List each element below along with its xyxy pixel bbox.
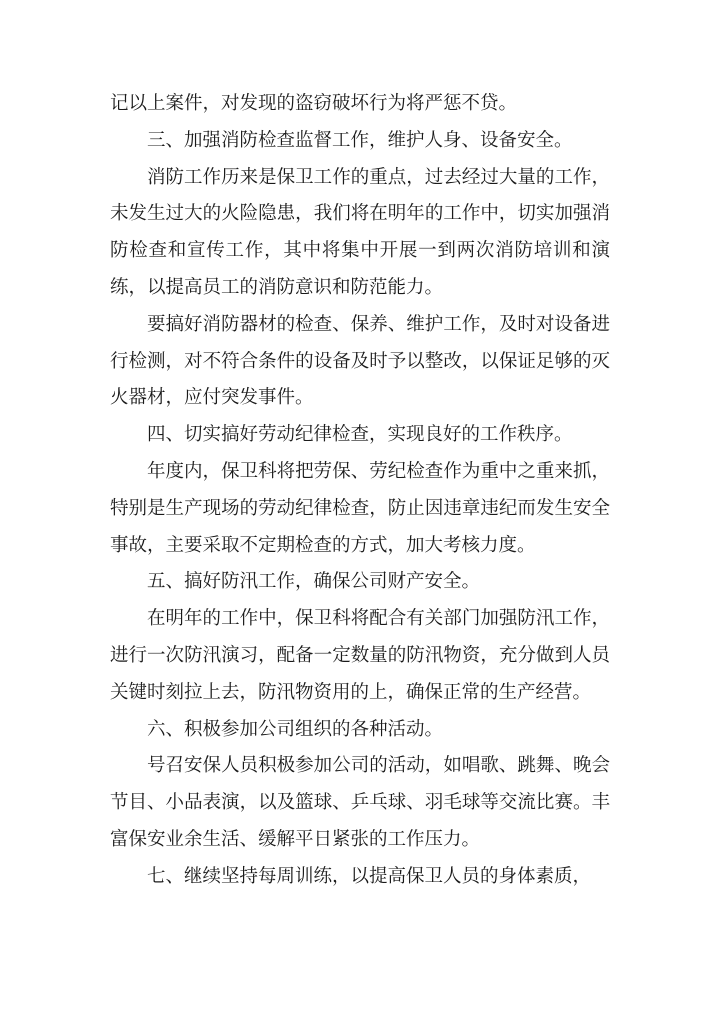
document-body (110, 86, 610, 896)
paragraph: 记以上案件，对发现的盗窃破坏行为将严惩不贷。 (110, 93, 518, 114)
paragraph: 要搞好消防器材的检查、保养、维护工作，及时对设备进行检测，对不符合条件的设备及时予以整改，以保证足够的灭火器材，应付突发事件。 (110, 313, 610, 409)
paragraph: 消防工作历来是保卫工作的重点，过去经过大量的工作，未发生过大的火险隐患，我们将在明年的工作中，切实加强消防检查和宣传工作，其中将集中开展一到两次消防培训和演练，以提高员工的消防意识和防范能力。 (110, 166, 610, 298)
section-heading: 五、搞好防汛工作，确保公司财产安全。 (147, 571, 481, 593)
paragraph: 号召安保人员积极参加公司的活动，如唱歌、跳舞、晚会节目、小品表演，以及篮球、乒乓球、羽毛球等交流比赛。丰富保安业余生活、缓解平日紧张的工作压力。 (110, 755, 610, 850)
section-heading: 六、积极参加公司组织的各种活动。 (147, 718, 444, 740)
paragraph: 年度内，保卫科将把劳保、劳纪检查作为重中之重来抓，特别是生产现场的劳动纪律检查，防止因违章违纪而发生安全事故，主要采取不定期检查的方式，加大考核力度。 (110, 460, 610, 556)
section-heading: 四、切实搞好劳动纪律检查，实现良好的工作秩序。 (147, 424, 573, 446)
paragraph: 在明年的工作中，保卫科将配合有关部门加强防汛工作，进行一次防汛演习，配备一定数量的防汛物资，充分做到人员关键时刻拉上去，防汛物资用的上，确保正常的生产经营。 (110, 608, 610, 703)
section-heading: 七、继续坚持每周训练，以提高保卫人员的身体素质， (147, 865, 592, 887)
section-heading: 三、加强消防检查监督工作，维护人身、设备安全。 (147, 129, 573, 151)
